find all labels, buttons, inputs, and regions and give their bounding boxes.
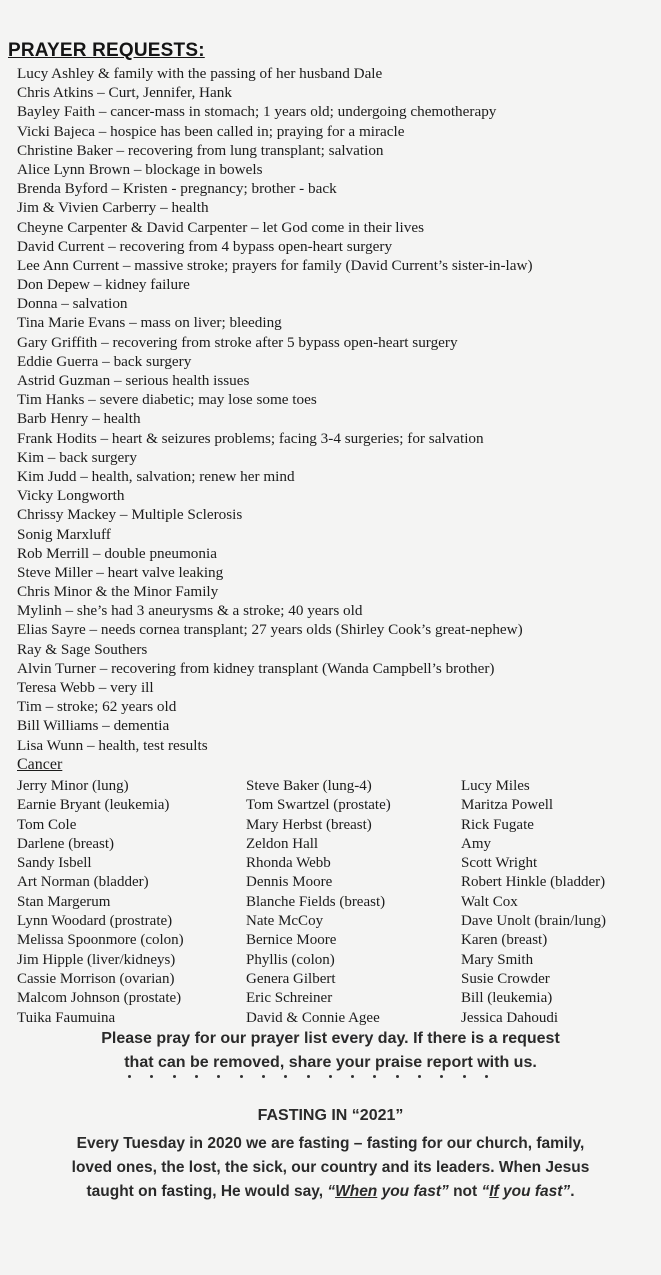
divider-dot (150, 1075, 153, 1078)
cancer-list-item: Mary Herbst (breast) (246, 816, 372, 833)
prayer-request-item: Brenda Byford – Kristen - pregnancy; brother - back (17, 180, 337, 198)
prayer-request-item: Ray & Sage Southers (17, 640, 148, 658)
quote-open-1: “ (327, 1183, 336, 1200)
divider-dot (262, 1075, 265, 1078)
cancer-list-item: Dave Unolt (brain/lung) (461, 913, 606, 930)
closing-note (0, 1027, 661, 1075)
cancer-list-item: Tuika Faumuina (17, 1009, 116, 1026)
divider-dot (195, 1075, 198, 1078)
cancer-list-item: Bernice Moore (246, 932, 337, 949)
cancer-list-item: Jerry Minor (lung) (17, 778, 129, 794)
divider-dot (307, 1075, 310, 1078)
fasting-line-2: loved ones, the lost, the sick, our country and its leaders. When Jesus (71, 1159, 590, 1176)
divider-dot (485, 1075, 488, 1078)
prayer-requests-heading: PRAYER REQUESTS: (8, 40, 205, 61)
fasting-line-3-end: . (570, 1183, 575, 1200)
cancer-list-item: Scott Wright (461, 855, 538, 872)
cancer-column-3 (461, 777, 606, 1028)
divider-dot (173, 1075, 176, 1078)
prayer-request-item: Cheyne Carpenter & David Carpenter – let God come in their lives (17, 218, 424, 236)
prayer-request-item: Rob Merrill – double pneumonia (17, 544, 217, 562)
prayer-request-item: Tim – stroke; 62 years old (17, 698, 177, 716)
cancer-list-item: Bill (leukemia) (461, 990, 553, 1007)
prayer-request-item: Bayley Faith – cancer-mass in stomach; 1 years old; undergoing chemotherapy (17, 103, 497, 121)
dot-divider (128, 1075, 488, 1078)
prayer-request-item: Chrissy Mackey – Multiple Sclerosis (17, 506, 243, 524)
prayer-request-list (17, 64, 657, 755)
cancer-list-item: Amy (461, 835, 491, 852)
prayer-request-item: Donna – salvation (17, 295, 128, 313)
fasting-line-1: Every Tuesday in 2020 we are fasting – fasting for our church, family, (76, 1135, 585, 1152)
cancer-list-item: Rick Fugate (461, 816, 534, 833)
cancer-list-item: Susie Crowder (461, 970, 550, 987)
cancer-list-item: Walt Cox (461, 893, 518, 910)
prayer-request-item: Bill Williams – dementia (17, 717, 170, 735)
cancer-list-item: Maritza Powell (461, 797, 554, 814)
closing-line-2: that can be removed, share your praise report with us. (124, 1054, 537, 1071)
quote-open-2: “ (481, 1183, 490, 1200)
prayer-request-item: Eddie Guerra – back surgery (17, 352, 192, 370)
divider-dot (440, 1075, 443, 1078)
cancer-list-item: David & Connie Agee (246, 1009, 380, 1026)
cancer-list-item: Mary Smith (461, 951, 534, 968)
fasting-heading: FASTING IN “2021” (257, 1107, 404, 1124)
divider-dot (240, 1075, 243, 1078)
cancer-list-item: Sandy Isbell (17, 855, 92, 872)
prayer-request-item: David Current – recovering from 4 bypass open-heart surgery (17, 237, 393, 255)
prayer-request-item: Lee Ann Current – massive stroke; prayers for family (David Current’s sister-in-law) (17, 256, 533, 274)
prayer-request-item: Elias Sayre – needs cornea transplant; 27 years olds (Shirley Cook’s great-nephew) (17, 621, 523, 639)
cancer-list-item: Lucy Miles (461, 778, 530, 794)
divider-dot (329, 1075, 332, 1078)
prayer-request-item: Alice Lynn Brown – blockage in bowels (17, 160, 263, 178)
divider-dot (396, 1075, 399, 1078)
divider-dot (128, 1075, 131, 1078)
cancer-list-item: Earnie Bryant (leukemia) (17, 797, 170, 814)
prayer-request-item: Mylinh – she’s had 3 aneurysms & a stroke; 40 years old (17, 602, 363, 620)
cancer-list-item: Eric Schreiner (246, 990, 333, 1007)
cancer-list-item: Dennis Moore (246, 874, 333, 891)
prayer-request-item: Chris Atkins – Curt, Jennifer, Hank (17, 84, 232, 102)
quote-rest-1: you fast” (377, 1183, 449, 1200)
cancer-heading: Cancer (17, 756, 63, 773)
cancer-list-item: Cassie Morrison (ovarian) (17, 970, 175, 987)
divider-dot (351, 1075, 354, 1078)
prayer-request-item: Teresa Webb – very ill (17, 679, 154, 696)
fasting-paragraph (0, 1132, 661, 1204)
if-word: If (489, 1183, 499, 1200)
cancer-list-item: Zeldon Hall (246, 835, 319, 852)
cancer-list-item: Steve Baker (lung-4) (246, 778, 372, 794)
fasting-line-3-start: taught on fasting, He would say, (86, 1183, 328, 1200)
quote-if-you-fast (481, 1183, 570, 1200)
divider-dot (463, 1075, 466, 1078)
prayer-request-item: Lisa Wunn – health, test results (17, 736, 208, 754)
cancer-list-item: Karen (breast) (461, 932, 548, 949)
prayer-request-item: Astrid Guzman – serious health issues (17, 372, 250, 389)
not-word: not (448, 1183, 482, 1200)
cancer-list-item: Genera Gilbert (246, 970, 336, 987)
prayer-request-item: Kim Judd – health, salvation; renew her mind (17, 467, 295, 485)
divider-dot (217, 1075, 220, 1078)
prayer-request-item: Steve Miller – heart valve leaking (17, 563, 224, 581)
prayer-request-item: Tina Marie Evans – mass on liver; bleeding (17, 314, 282, 332)
quote-rest-2: you fast” (498, 1183, 571, 1200)
prayer-request-item: Sonig Marxluff (17, 525, 111, 543)
prayer-request-item: Gary Griffith – recovering from stroke after 5 bypass open-heart surgery (17, 333, 458, 351)
cancer-list-item: Jessica Dahoudi (461, 1009, 559, 1026)
when-word: When (335, 1183, 378, 1200)
prayer-request-item: Alvin Turner – recovering from kidney transplant (Wanda Campbell’s brother) (17, 659, 495, 677)
divider-dot (373, 1075, 376, 1078)
cancer-list-item: Rhonda Webb (246, 855, 331, 872)
cancer-list-item: Phyllis (colon) (246, 951, 335, 968)
closing-line-1: Please pray for our prayer list every day. If there is a request (101, 1030, 560, 1047)
cancer-list-item: Malcom Johnson (prostate) (17, 990, 182, 1007)
cancer-list-item: Robert Hinkle (bladder) (461, 874, 606, 891)
prayer-request-item: Barb Henry – health (17, 410, 141, 428)
prayer-request-item: Jim & Vivien Carberry – health (17, 199, 209, 217)
prayer-request-item: Tim Hanks – severe diabetic; may lose some toes (17, 391, 317, 409)
cancer-list-item: Art Norman (bladder) (17, 874, 149, 891)
cancer-list-item: Tom Swartzel (prostate) (246, 797, 391, 814)
prayer-request-item: Chris Minor & the Minor Family (17, 583, 219, 601)
prayer-request-item: Kim – back surgery (17, 448, 137, 466)
cancer-list-item: Darlene (breast) (17, 835, 115, 852)
prayer-request-item: Frank Hodits – heart & seizures problems; facing 3-4 surgeries; for salvation (17, 429, 484, 447)
cancer-list-item: Blanche Fields (breast) (246, 893, 386, 910)
cancer-list-item: Nate McCoy (246, 913, 324, 930)
divider-dot (418, 1075, 421, 1078)
cancer-list-item: Lynn Woodard (prostrate) (17, 913, 173, 930)
quote-when-you-fast (327, 1183, 448, 1200)
cancer-column-1 (17, 777, 184, 1028)
cancer-list-item: Jim Hipple (liver/kidneys) (17, 951, 176, 968)
cancer-list-item: Tom Cole (17, 816, 77, 833)
cancer-list-item: Melissa Spoonmore (colon) (17, 932, 184, 949)
prayer-request-item: Vicky Longworth (17, 487, 125, 505)
prayer-request-item: Don Depew – kidney failure (17, 276, 190, 294)
fasting-line-3 (0, 1180, 661, 1204)
divider-dot (284, 1075, 287, 1078)
prayer-request-item: Vicki Bajeca – hospice has been called in; praying for a miracle (17, 122, 405, 140)
cancer-list-item: Stan Margerum (17, 893, 111, 910)
prayer-request-item: Christine Baker – recovering from lung transplant; salvation (17, 141, 384, 159)
cancer-column-2 (246, 777, 391, 1028)
prayer-request-item: Lucy Ashley & family with the passing of her husband Dale (17, 65, 383, 82)
